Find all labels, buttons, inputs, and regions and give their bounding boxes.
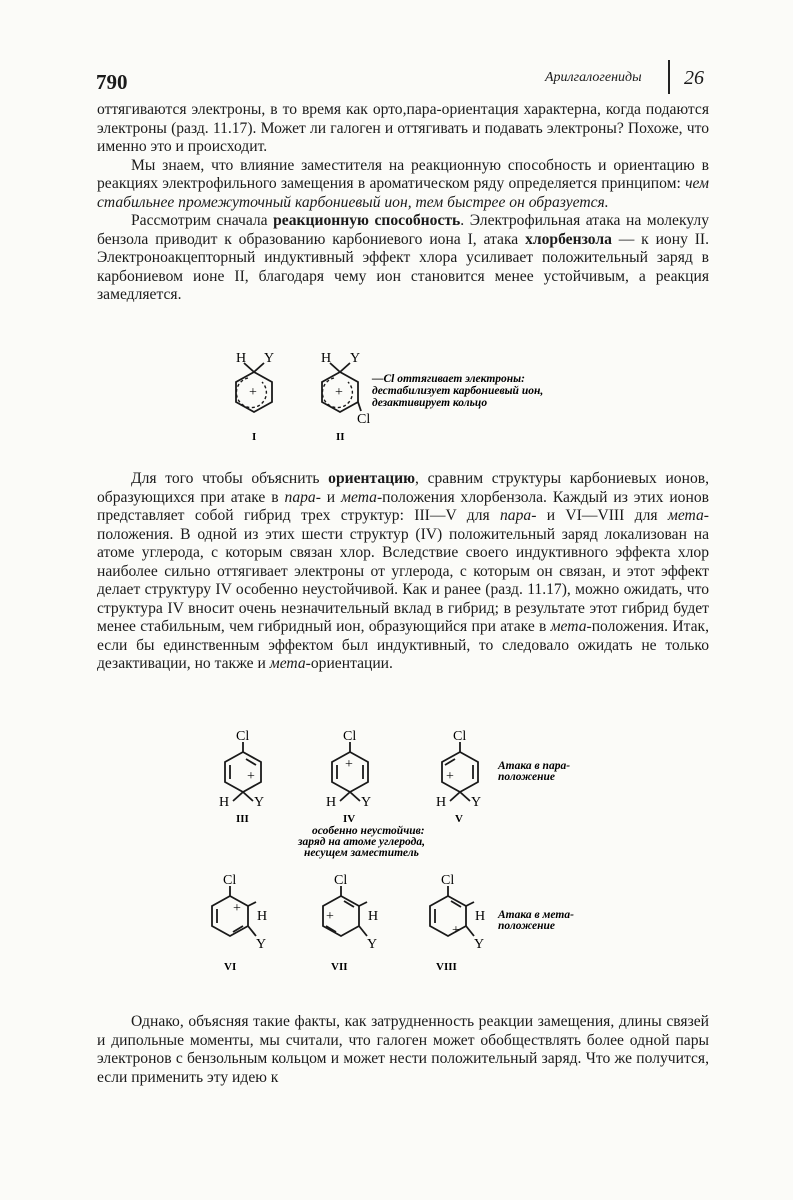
p4-o: ориентации.: [310, 655, 393, 672]
page-number: 790: [96, 70, 128, 94]
para-note-line-2: положение: [498, 771, 556, 783]
label-v: V: [455, 813, 463, 825]
note-line-2: дестабилизует карбониевый ион,: [372, 385, 544, 397]
charge-plus-i: +: [249, 385, 257, 400]
meta-note-line-1: Атака в мета-: [498, 909, 574, 921]
atom-cl-ii: Cl: [357, 412, 371, 427]
p4-j: мета-: [667, 507, 709, 524]
atom-cl-iv: Cl: [343, 729, 357, 744]
text-block-bottom: [97, 1013, 709, 1087]
label-vi: VI: [224, 961, 237, 973]
iv-note-line-2: заряд на атоме углерода,: [298, 836, 425, 848]
label-iv: IV: [343, 813, 356, 825]
iv-note-line-3: несущем заместитель: [304, 847, 419, 859]
atom-y-iv: Y: [361, 795, 372, 810]
p3-text-c: . Электрофильная атака на молекулу бензола приводит к образованию карбониевого иона I, атака: [97, 212, 709, 248]
charge-plus-viii: +: [452, 923, 460, 938]
p4-n: мета-: [269, 655, 311, 672]
p4-e: и: [320, 488, 342, 506]
para-note-line-1: Атака в пара-: [498, 760, 571, 772]
p4-f: мета-: [341, 488, 383, 506]
paragraph-5: Однако, объясняя такие факты, как затрудненность реакции замещения, длины связей и дипольные моменты, мы считали, что галоген может обобществлять более одной пары электронов с бензольным кольцом и может нести положительный заряд. Что же получится, если применить эту идею к: [97, 1013, 709, 1086]
chapter-number: 26: [684, 67, 704, 89]
meta-note-line-2: положение: [498, 920, 556, 932]
atom-y-ii: Y: [350, 351, 361, 366]
atom-y-vii: Y: [367, 937, 378, 952]
iv-note-line-1: особенно неустойчив:: [312, 825, 425, 837]
atom-h-iii: H: [219, 795, 230, 810]
note-line-3: дезактивирует кольцо: [372, 397, 488, 409]
p4-h: пара-: [500, 507, 537, 524]
atom-h-iv: H: [326, 795, 337, 810]
atom-cl-viii: Cl: [441, 873, 455, 888]
label-ion-i: I: [252, 431, 257, 443]
p4-d: пара-: [284, 488, 321, 506]
charge-plus-v: +: [446, 769, 454, 784]
p2-principle: чем стабильнее промежуточный карбониевый ион, тем быстрее он образуется.: [97, 175, 709, 211]
atom-h-vi: H: [257, 909, 268, 924]
charge-plus-iv: +: [345, 757, 353, 772]
p4-i: и VI—VIII для: [536, 507, 668, 524]
label-iii: III: [236, 813, 249, 825]
atom-y-v: Y: [471, 795, 482, 810]
atom-cl-vii: Cl: [334, 873, 348, 888]
label-viii: VIII: [436, 961, 457, 973]
atom-y-i: Y: [264, 351, 275, 366]
p3-term-reactivity: реакционную способность: [273, 212, 461, 229]
atom-cl-iii: Cl: [236, 729, 250, 744]
charge-plus-iii: +: [247, 769, 255, 784]
p4-k: положения. В одной из этих шести структур (IV) положительный заряд локализован на атоме углерода, с которым связан хлор. Вследствие своего индуктивного эффекта хлор наиболее сильно оттягивает электроны от углерода, с которым он связан, и этот эффект делает структуру IV особенно неустойчивой. Как и ранее (разд. 11.17), можно ожидать, что структура IV вносит очень незначительный вклад в гибрид; в результате этот гибрид будет менее стабильным, чем гибридный ион, образующийся при атаке в: [97, 525, 709, 635]
atom-h-viii: H: [475, 909, 486, 924]
running-title: Арилгалогениды: [545, 70, 642, 85]
atom-h-v: H: [436, 795, 447, 810]
p3-term-chlorobenzene: хлорбензола: [525, 230, 612, 248]
p4-m: положения. Итак, если бы единственным эффектом был индуктивный, то следовало ожидать не только дезактивации, но также и: [97, 618, 709, 672]
atom-h-i: H: [236, 351, 247, 366]
note-line-1: —Cl оттягивает электроны:: [372, 373, 525, 385]
p4-g: положения хлорбензола. Каждый из этих ионов представляет собой гибрид трех структур: III—V для: [97, 488, 709, 524]
p4-term-orientation: ориентацию: [328, 470, 416, 487]
p4-c: , сравним структуры карбониевых ионов, образующихся при атаке в: [97, 470, 710, 506]
atom-y-viii: Y: [474, 937, 485, 952]
atom-cl-vi: Cl: [223, 873, 237, 888]
p3-text-a: Рассмотрим сначала: [131, 212, 274, 229]
p3-text-e: — к иону II. Электроноакцепторный индуктивный эффект хлора усиливает положительный заряд в карбониевом ионе II, благодаря чему ион становится менее устойчивым, а реакция замедляется.: [97, 230, 709, 303]
label-vii: VII: [331, 961, 348, 973]
paragraph-1: оттягиваются электроны, в то время как орто,пара-ориентация характерна, когда подаются электроны (разд. 11.17). Может ли галоген и оттягивать и подавать электроны? Похоже, что именно это и происходит.: [97, 101, 709, 155]
p4-l: мета-: [550, 618, 592, 635]
p4-a: Для того чтобы объяснить: [131, 470, 329, 487]
charge-plus-vi: +: [233, 901, 241, 916]
atom-cl-v: Cl: [453, 729, 467, 744]
atom-h-vii: H: [368, 909, 379, 924]
atom-y-iii: Y: [254, 795, 265, 810]
charge-plus-vii: +: [326, 909, 334, 924]
p2-text: Мы знаем, что влияние заместителя на реакционную способность и ориентацию в реакциях электрофильного замещения в ароматическом ряду определяется принципом:: [97, 156, 709, 192]
atom-y-vi: Y: [256, 937, 267, 952]
label-ion-ii: II: [336, 431, 345, 443]
charge-plus-ii: +: [335, 385, 343, 400]
atom-h-ii: H: [321, 351, 332, 366]
